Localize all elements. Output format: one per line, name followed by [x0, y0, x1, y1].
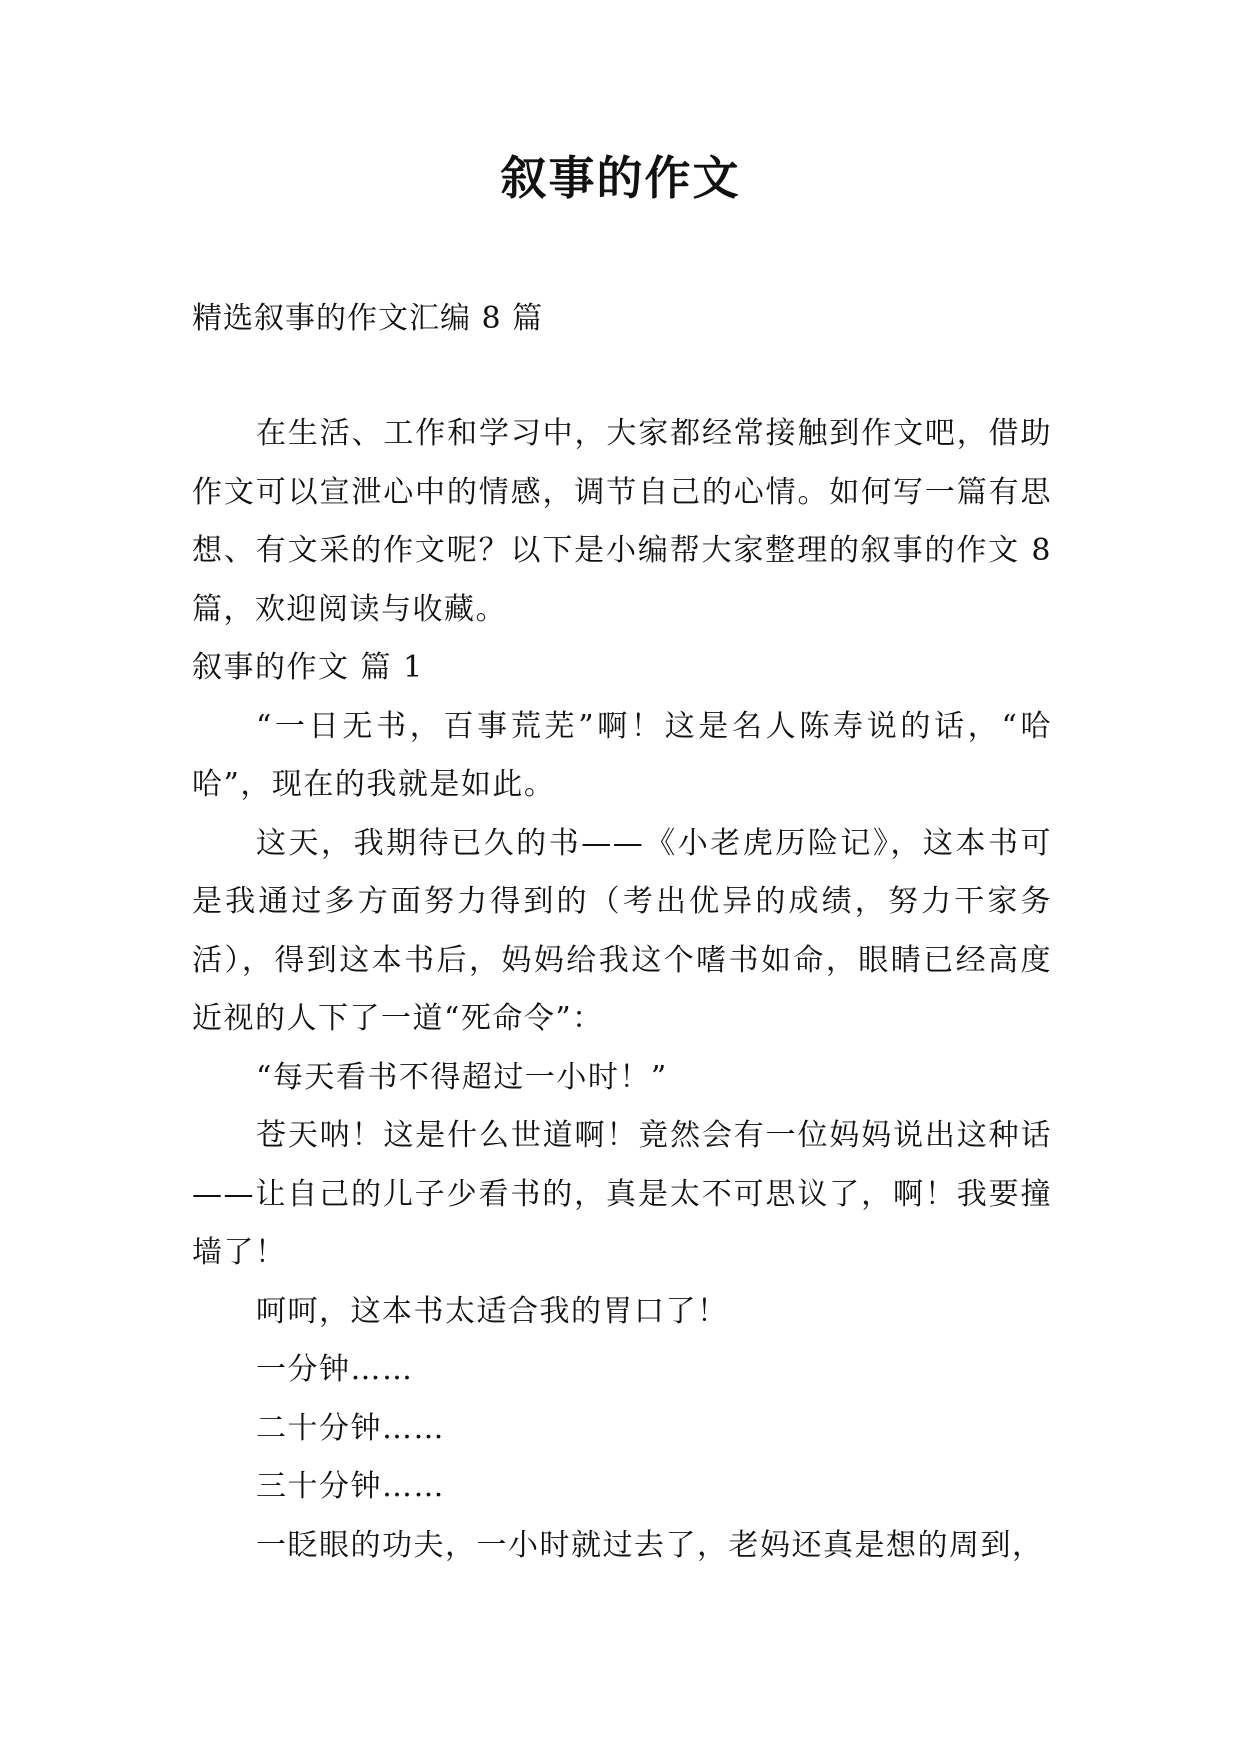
body-paragraph: 二十分钟……: [256, 1410, 445, 1446]
body-paragraph: 一分钟……: [256, 1352, 414, 1387]
document-subtitle: 精选叙事的作文汇编 8 篇: [192, 301, 544, 336]
body-paragraph: 这天，我期待已久的书——《小老虎历险记》，这本书可是我通过多方面努力得到的（考出优异的成绩，努力干家务活），得到这本书后，妈妈给我这个嗜书如命，眼睛已经高度近视的人下了一道“死命令”：: [192, 825, 1052, 1036]
body-paragraph: “一日无书，百事荒芜”啊！这是名人陈寿说的话，“哈哈”，现在的我就是如此。: [192, 708, 1052, 802]
document-title: 叙事的作文: [500, 151, 741, 205]
body-paragraph: 一眨眼的功夫，一小时就过去了，老妈还真是想的周到，: [256, 1527, 1044, 1563]
intro-paragraph: 在生活、工作和学习中，大家都经常接触到作文吧，借助作文可以宣泄心中的情感，调节自己的心情。如何写一篇有思想、有文采的作文呢？以下是小编帮大家整理的叙事的作文 8 篇，欢迎阅读与收藏。: [192, 416, 1052, 627]
body-paragraph: 三十分钟……: [256, 1469, 445, 1504]
document-body: [192, 405, 1052, 1575]
body-paragraph: 呵呵，这本书太适合我的胃口了！: [256, 1293, 729, 1329]
body-paragraph: 苍天呐！这是什么世道啊！竟然会有一位妈妈说出这种话——让自己的儿子少看书的，真是太不可思议了，啊！我要撞墙了！: [192, 1118, 1052, 1270]
section-heading: 叙事的作文 篇 1: [192, 650, 424, 685]
body-paragraph: “每天看书不得超过一小时！”: [256, 1059, 668, 1095]
